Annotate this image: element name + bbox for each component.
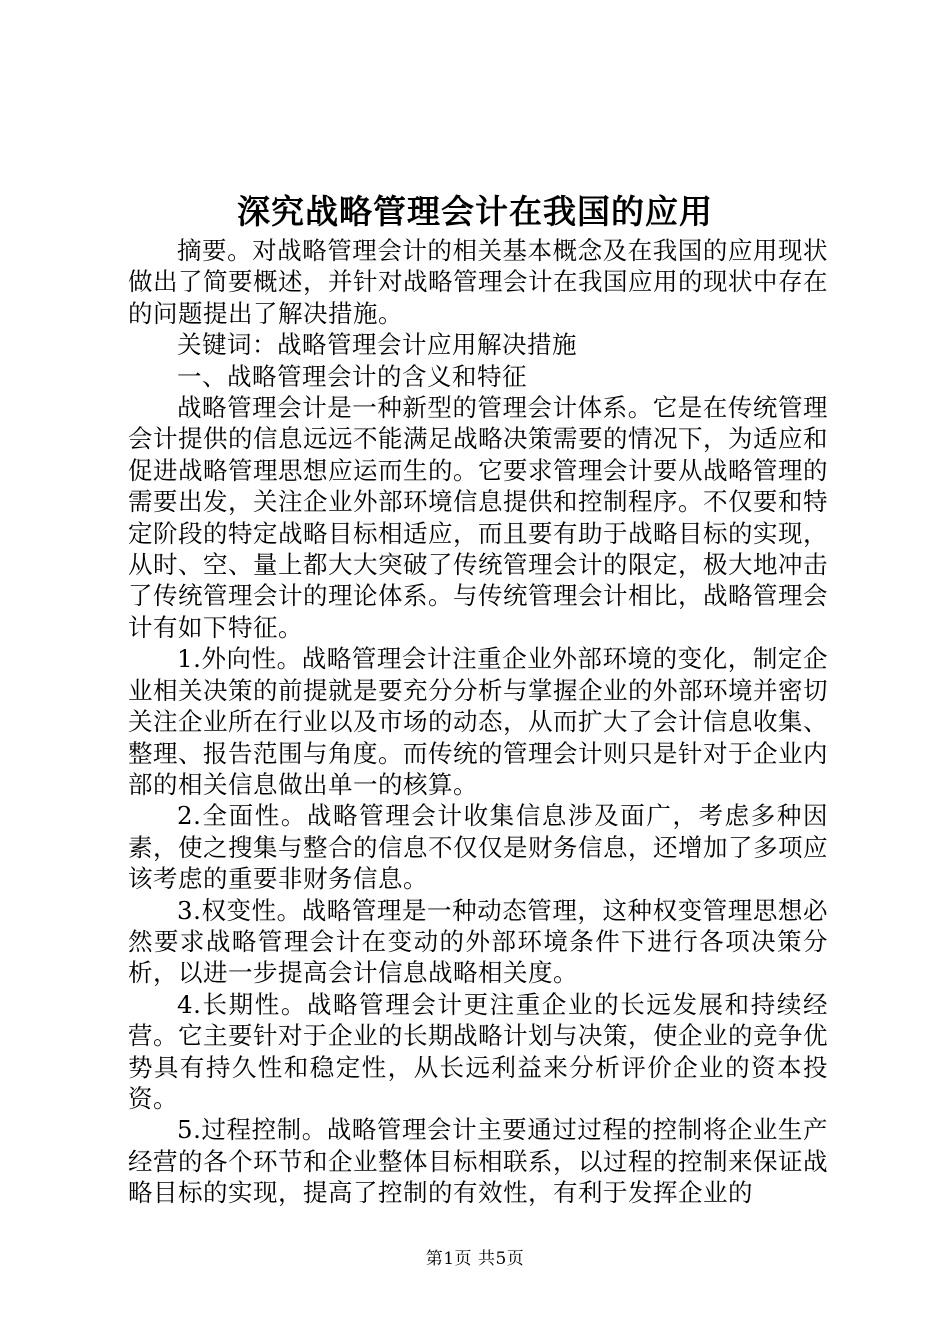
body-paragraph: 5.过程控制。战略管理会计主要通过过程的控制将企业生产经营的各个环节和企业整体目标相联系，以过程的控制来保证战略目标的实现，提高了控制的有效性，有利于发挥企业的 xyxy=(128,1115,828,1208)
body-paragraph: 3.权变性。战略管理是一种动态管理，这种权变管理思想必然要求战略管理会计在变动的外部环境条件下进行各项决策分析，以进一步提高会计信息战略相关度。 xyxy=(128,895,828,988)
body-paragraph: 4.长期性。战略管理会计更注重企业的长远发展和持续经营。它主要针对于企业的长期战略计划与决策，使企业的竞争优势具有持久性和稳定性，从长远利益来分析评价企业的资本投资。 xyxy=(128,989,828,1113)
document-title: 深究战略管理会计在我国的应用 xyxy=(237,192,713,231)
body-paragraph: 战略管理会计是一种新型的管理会计体系。它是在传统管理会计提供的信息远远不能满足战略决策需要的情况下，为适应和促进战略管理思想应运而生的。它要求管理会计要从战略管理的需要出发，关注企业外部环境信息提供和控制程序。不仅要和特定阶段的特定战略目标相适应，而且要有助于战略目标的实现，从时、空、量上都大大突破了传统管理会计的限定，极大地冲击了传统管理会计的理论体系。与传统管理会计相比，战略管理会计有如下特征。 xyxy=(128,393,828,642)
body-paragraph: 1.外向性。战略管理会计注重企业外部环境的变化，制定企业相关决策的前提就是要充分分析与掌握企业的外部环境并密切关注企业所在行业以及市场的动态，从而扩大了会计信息收集、整理、报告范围与角度。而传统的管理会计则只是针对于企业内部的相关信息做出单一的核算。 xyxy=(128,644,828,799)
document-body xyxy=(128,235,828,1209)
page-footer: 第1页 共5页 xyxy=(425,1249,525,1269)
section-heading: 一、战略管理会计的含义和特征 xyxy=(177,361,527,391)
keywords-paragraph: 关键词：战略管理会计应用解决措施 xyxy=(177,330,577,360)
abstract-paragraph: 摘要。对战略管理会计的相关基本概念及在我国的应用现状做出了简要概述，并针对战略管理会计在我国应用的现状中存在的问题提出了解决措施。 xyxy=(128,236,828,328)
body-paragraph: 2.全面性。战略管理会计收集信息涉及面广，考虑多种因素，使之搜集与整合的信息不仅仅是财务信息，还增加了多项应该考虑的重要非财务信息。 xyxy=(128,801,828,894)
